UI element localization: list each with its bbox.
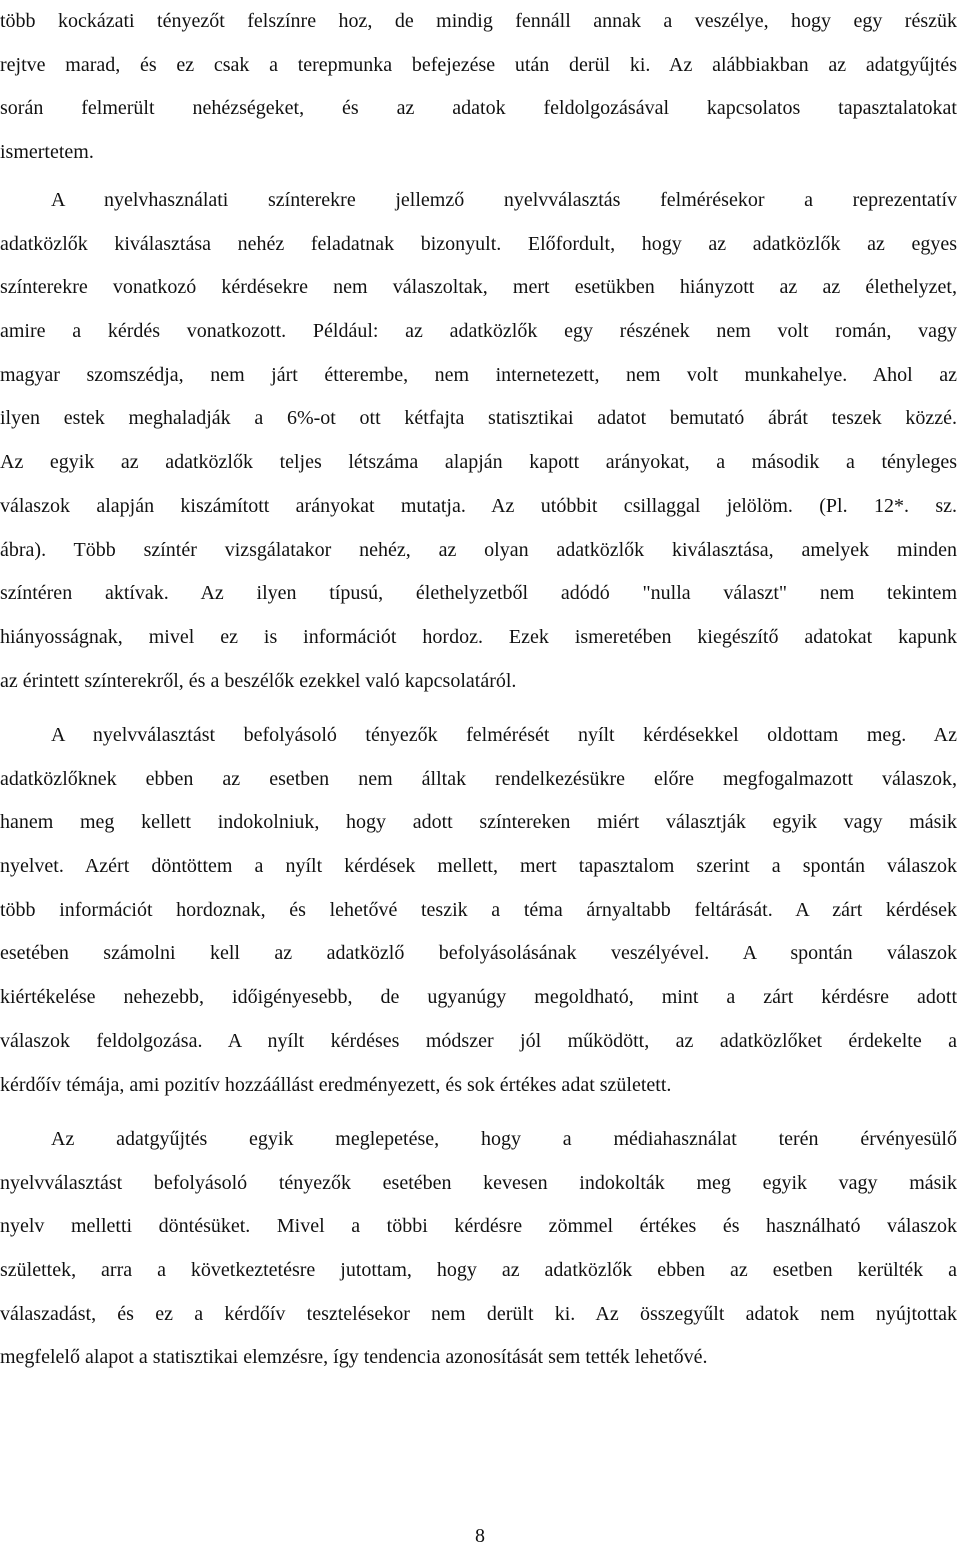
paragraph-line: kiértékelése nehezebb, időigényesebb, de ugyanúgy megoldható, mint a zárt kérdésre adott	[0, 986, 957, 1009]
paragraph-1	[0, 0, 957, 175]
paragraph-line: A nyelvhasználati színterekre jellemző nyelvválasztás felmérésekor a reprezentatív	[51, 189, 957, 211]
paragraph-line: magyar szomszédja, nem járt étterembe, nem internetezett, nem volt munkahelye. Ahol az	[0, 363, 957, 386]
paragraph-4	[0, 1118, 957, 1380]
paragraph-line: A nyelvválasztást befolyásoló tényezők felmérését nyílt kérdésekkel oldottam meg. Az	[51, 724, 957, 746]
paragraph-line: ilyen estek meghaladják a 6%-ot ott kétfajta statisztikai adatot bemutató ábrát teszek közzé.	[0, 407, 957, 430]
paragraph-line: Az egyik az adatközlők teljes létszáma alapján kapott arányokat, a második a tényleges	[0, 451, 957, 474]
paragraph-line: születtek, arra a következtetésre jutottam, hogy az adatközlők ebben az esetben kerülték a	[0, 1259, 957, 1282]
paragraph-line: színtéren aktívak. Az ilyen típusú, élethelyzetből adódó "nulla választ" nem tekintem	[0, 582, 957, 605]
paragraph-line: nyelvválasztást befolyásoló tényezők esetében kevesen indokolták meg egyik vagy másik	[0, 1171, 957, 1194]
paragraph-line: az érintett színterekről, és a beszélők ezekkel való kapcsolatáról.	[0, 669, 517, 692]
paragraph-line: több információt hordoznak, és lehetővé teszik a téma árnyaltabb feltárását. A zárt kérdések	[0, 898, 957, 921]
paragraph-line: ismertetem.	[0, 141, 94, 164]
paragraph-line: adatközlők kiválasztása nehéz feladatnak bizonyult. Előfordult, hogy az adatközlők az egyes	[0, 232, 957, 255]
paragraph-line: válaszadást, és ez a kérdőív tesztelésekor nem derült ki. Az összegyűlt adatok nem nyújtottak	[0, 1302, 957, 1325]
paragraph-line: során felmerült nehézségeket, és az adatok feldolgozásával kapcsolatos tapasztalatokat	[0, 97, 957, 120]
paragraph-line: rejtve marad, és ez csak a terepmunka befejezése után derül ki. Az alábbiakban az adatgyűjtés	[0, 53, 957, 76]
paragraph-line: nyelvet. Azért döntöttem a nyílt kérdések mellett, mert tapasztalom szerint a spontán válaszok	[0, 855, 957, 878]
page-number: 8	[475, 1525, 485, 1547]
paragraph-line: amire a kérdés vonatkozott. Például: az adatközlők egy részének nem volt román, vagy	[0, 320, 957, 343]
paragraph-line: válaszok feldolgozása. A nyílt kérdéses módszer jól működött, az adatközlőket érdekelte a	[0, 1029, 957, 1052]
paragraph-line: adatközlőknek ebben az esetben nem álltak rendelkezésükre előre megfogalmazott válaszok,	[0, 767, 957, 790]
paragraph-line: esetében számolni kell az adatközlő befolyásolásának veszélyével. A spontán válaszok	[0, 942, 957, 965]
paragraph-line: hanem meg kellett indokolniuk, hogy adott színtereken miért választják egyik vagy másik	[0, 811, 957, 834]
paragraph-line: nyelv melletti döntésüket. Mivel a többi kérdésre zömmel értékes és használható válaszok	[0, 1215, 957, 1238]
paragraph-line: válaszok alapján kiszámított arányokat mutatja. Az utóbbit csillaggal jelölöm. (Pl. 12*. sz.	[0, 494, 957, 517]
paragraph-line: több kockázati tényezőt felszínre hoz, de mindig fennáll annak a veszélye, hogy egy részük	[0, 10, 957, 32]
paragraph-line: megfelelő alapot a statisztikai elemzésre, így tendencia azonosítását sem tették lehetővé.	[0, 1346, 708, 1369]
paragraph-line: Az adatgyűjtés egyik meglepetése, hogy a médiahasználat terén érvényesülő	[51, 1128, 957, 1150]
paragraph-3	[0, 714, 957, 1107]
paragraph-line: hiányosságnak, mivel ez is információt hordoz. Ezek ismeretében kiegészítő adatokat kapunk	[0, 625, 957, 648]
paragraph-2	[0, 179, 957, 703]
paragraph-line: ábra). Több színtér vizsgálatakor nehéz, az olyan adatközlők kiválasztása, amelyek minden	[0, 538, 957, 561]
paragraph-line: kérdőív témája, ami pozitív hozzáállást eredményezett, és sok értékes adat született.	[0, 1073, 672, 1096]
paragraph-line: színterekre vonatkozó kérdésekre nem válaszoltak, mert esetükben hiányzott az az élethelyzet,	[0, 276, 957, 299]
